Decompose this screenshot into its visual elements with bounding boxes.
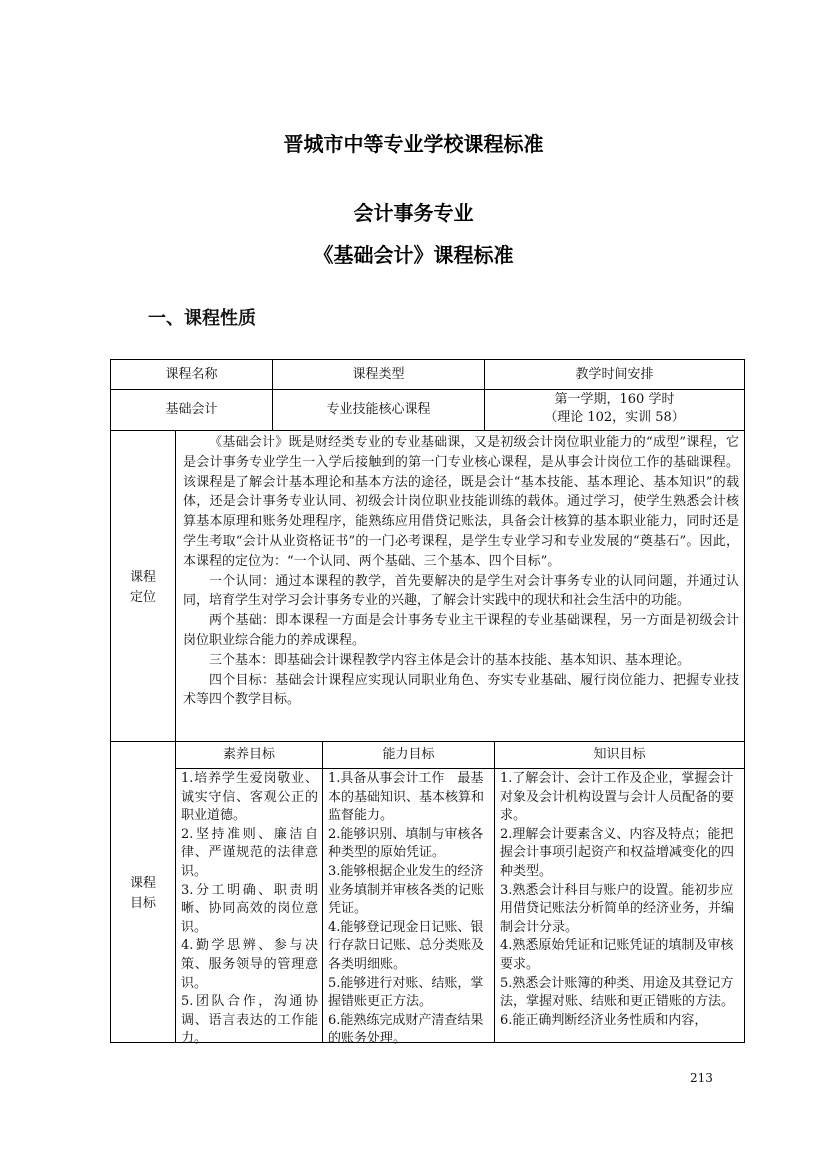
ability-goal-header: 能力目标 (382, 747, 435, 762)
knowledge-goal-item: 4.熟悉原始凭证和记账凭证的填制及审核要求。 (500, 938, 734, 972)
positioning-paragraph: 《基础会计》既是财经类专业的专业基础课，又是初级会计岗位职业能力的“成型”课程，它是会计事务专业学生一入学后接触到的第一门专业核心课程，是从事会计岗位工作的基础课程。该课程是了解会计基本理论和基本方法的途径，既是会计“基本技能、基本理论、基本知识”的载体，还是会计事务专业认同、初级会计岗位职业技能训练的载体。通过学习，使学生熟悉会计核算基本原理和账务处理程序，能熟练应用借贷记账法，具备会计核算的基本职业能力，同时还是学生考取“会计从业资格证书”的一门必考课程，是学生专业学习和专业发展的“奠基石”。因此，本课程的定位为：“一个认同、两个基础、三个基本、四个目标”。 (183, 435, 739, 569)
ability-goals (328, 770, 490, 1049)
major-title: 会计事务专业 (353, 201, 474, 225)
schedule-line-1: 第一学期，160 学时 (554, 392, 675, 407)
ability-goal-item: 4.能够登记现金日记账、银行存款日记账、总分类账及各类明细账。 (328, 919, 485, 972)
header-course-name: 课程名称 (165, 367, 218, 382)
positioning-paragraph: 三个基本：即基础会计课程教学内容主体是会计的基本技能、基本知识、基本理论。 (209, 652, 691, 668)
ability-goal-item: 5.能够进行对账、结账，掌握错账更正方法。 (328, 975, 484, 1010)
ability-goal-item: 3.能够根据企业发生的经济业务填制并审核各类的记账凭证。 (328, 863, 485, 917)
ability-goal-item: 1.具备从事会计工作 最基本的基础知识、基本核算和监督能力。 (328, 771, 485, 824)
course-name-value: 基础会计 (165, 402, 218, 417)
literacy-goals (181, 770, 318, 1049)
knowledge-goal-item: 6.能正确判断经济业务性质和内容， (500, 1012, 708, 1028)
literacy-goal-item: 2.坚持准则、廉洁自律、严谨规范的法律意识。 (181, 826, 318, 879)
knowledge-goal-header: 知识目标 (593, 747, 646, 762)
positioning-paragraph: 一个认同：通过本课程的教学，首先要解决的是学生对会计事务专业的认同问题，并通过认同，培育学生对学习会计事务专业的兴趣，了解会计实践中的现状和社会生活中的功能。 (183, 573, 739, 609)
course-type-value: 专业技能核心课程 (326, 402, 431, 417)
knowledge-goals (500, 770, 740, 1030)
ability-goal-item: 2.能够识别、填制与审核各种类型的原始凭证。 (328, 826, 484, 861)
knowledge-goal-item: 2.理解会计要素含义、内容及特点；能把握会计事项引起资产和权益增减变化的四种类型。 (500, 826, 735, 879)
positioning-label-line2: 定位 (129, 590, 156, 605)
ability-goal-item: 6.能熟练完成财产清查结果的账务处理。 (328, 1012, 484, 1047)
goals-label-line1: 课程 (129, 876, 156, 891)
literacy-goal-item: 3.分工明确、职责明晰、协同高效的岗位意识。 (181, 882, 318, 935)
positioning-paragraph: 四个目标：基础会计课程应实现认同职业角色、夯实专业基础、履行岗位能力、把握专业技术等四个教学目标。 (183, 672, 739, 708)
positioning-label-line1: 课程 (129, 570, 156, 585)
course-title: 《基础会计》课程标准 (313, 243, 514, 267)
school-title: 晋城市中等专业学校课程标准 (283, 132, 544, 156)
header-schedule: 教学时间安排 (575, 367, 654, 382)
positioning-text (183, 433, 739, 710)
section-heading: 一、课程性质 (148, 308, 256, 329)
literacy-goal-header: 素养目标 (222, 747, 275, 762)
literacy-goal-item: 5.团队合作，沟通协调、语言表达的工作能力。 (181, 994, 318, 1047)
knowledge-goal-item: 5.熟悉会计账簿的种类、用途及其登记方法，掌握对账、结账和更正错账的方法。 (500, 975, 735, 1010)
positioning-label (111, 568, 175, 608)
literacy-goal-item: 1.培养学生爱岗敬业、诚实守信、客观公正的职业道德。 (181, 771, 318, 824)
positioning-paragraph: 两个基础：即本课程一方面是会计事务专业主干课程的专业基础课程，另一方面是初级会计岗位职业综合能力的养成课程。 (183, 613, 739, 648)
goals-label (111, 874, 175, 914)
schedule-value (485, 391, 744, 427)
page-number: 213 (690, 1071, 713, 1085)
knowledge-goal-item: 3.熟悉会计科目与账户的设置。能初步应用借贷记账法分析简单的经济业务，并编制会计分录。 (500, 882, 735, 935)
knowledge-goal-item: 1.了解会计、会计工作及企业，掌握会计对象及会计机构设置与会计人员配备的要求。 (500, 771, 735, 824)
goals-label-line2: 目标 (129, 896, 156, 911)
literacy-goal-item: 4.勤学思辨、参与决策、服务领导的管理意识。 (181, 938, 318, 991)
header-course-type: 课程类型 (352, 367, 405, 382)
schedule-line-2: （理论 102，实训 58） (544, 410, 685, 425)
